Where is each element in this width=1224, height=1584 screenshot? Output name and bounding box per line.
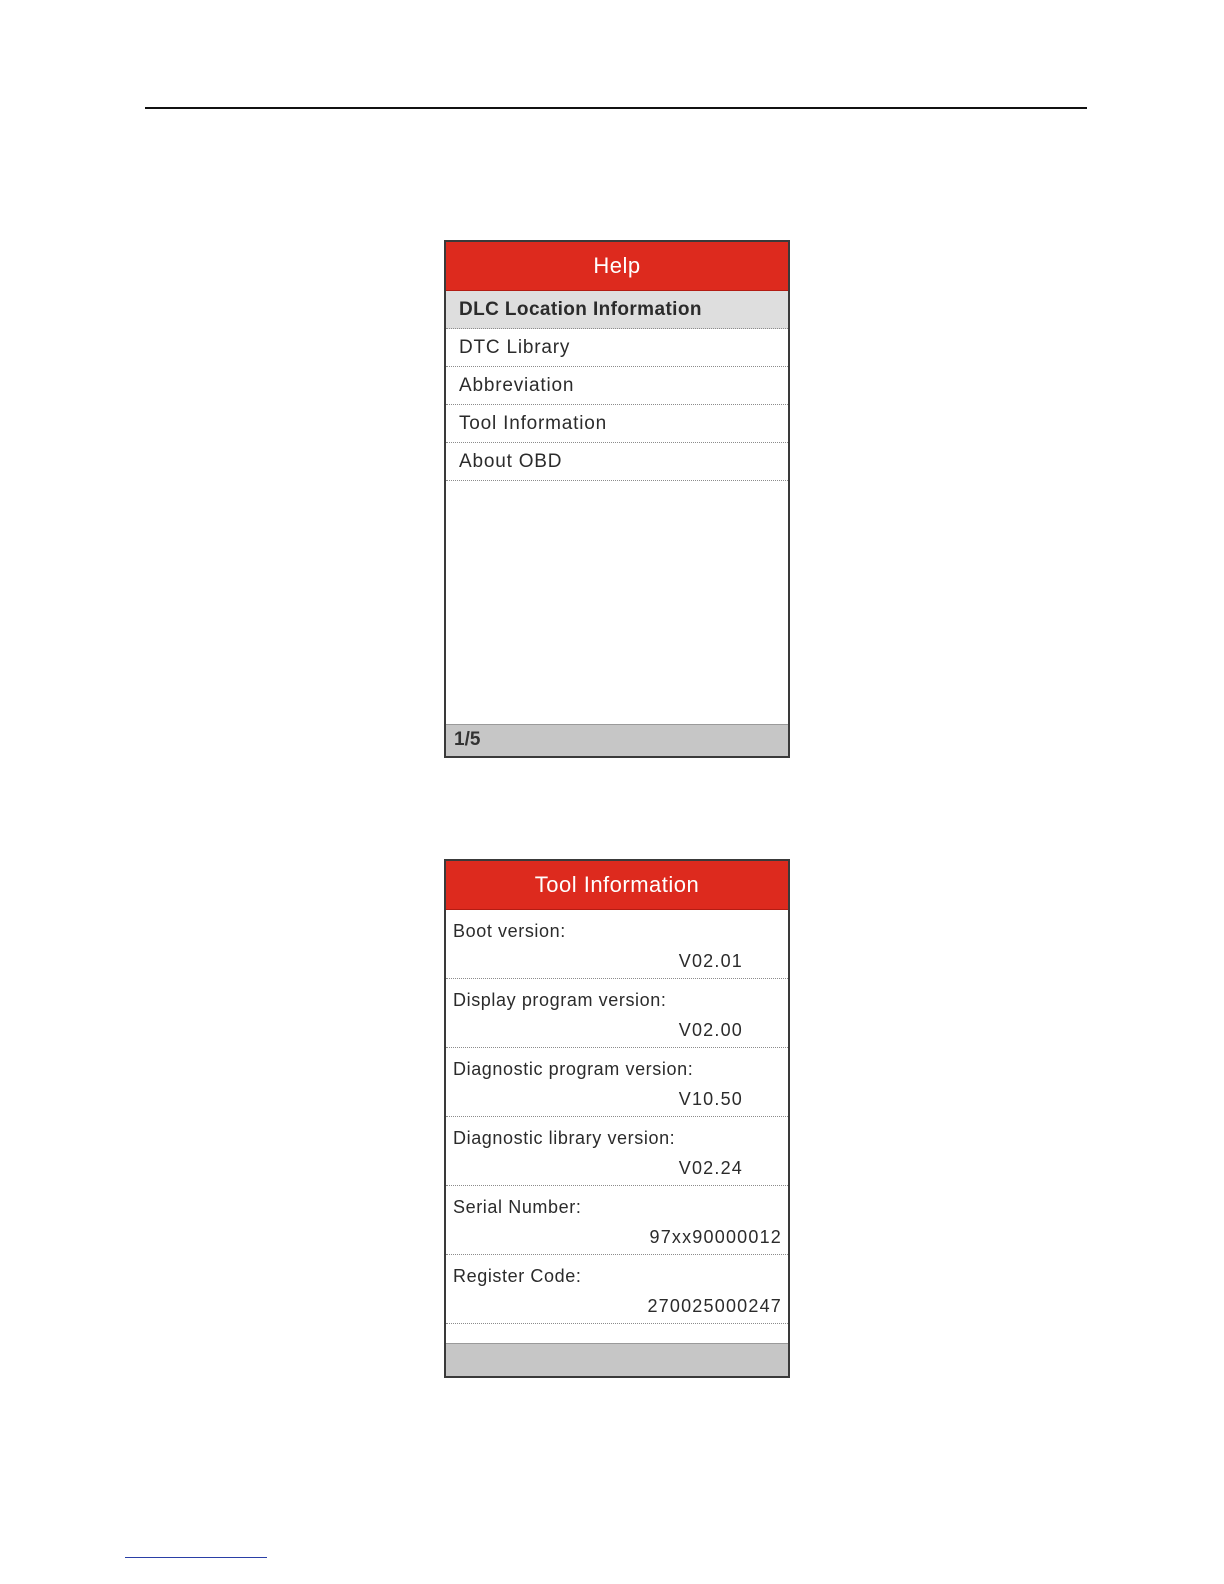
help-menu	[446, 291, 788, 481]
tool-information-status-bar	[446, 1343, 788, 1376]
info-label: Boot version:	[453, 921, 566, 941]
menu-item-dlc-location[interactable]: DLC Location Information	[446, 291, 788, 329]
menu-item-dtc-library[interactable]: DTC Library	[446, 329, 788, 367]
info-label: Serial Number:	[453, 1197, 582, 1217]
help-status-bar	[446, 724, 788, 756]
info-label: Diagnostic library version:	[453, 1128, 676, 1148]
menu-item-tool-information[interactable]: Tool Information	[446, 405, 788, 443]
menu-item-about-obd[interactable]: About OBD	[446, 443, 788, 481]
page-footer-link-rule	[125, 1557, 267, 1558]
info-value: V02.24	[678, 1158, 743, 1178]
help-screen	[444, 240, 790, 758]
info-row-display-program-version	[446, 979, 788, 1048]
info-label: Register Code:	[453, 1266, 582, 1286]
tool-information-list	[446, 910, 788, 1324]
page-header-rule	[145, 107, 1087, 109]
info-value: V02.01	[678, 951, 743, 971]
info-label: Display program version:	[453, 990, 667, 1010]
info-value: 97xx90000012	[649, 1227, 782, 1247]
info-label: Diagnostic program version:	[453, 1059, 694, 1079]
info-row-serial-number	[446, 1186, 788, 1255]
help-title: Help	[446, 242, 788, 291]
page-indicator: 1/5	[454, 729, 481, 750]
tool-information-screen	[444, 859, 790, 1378]
info-row-boot-version	[446, 910, 788, 979]
info-value: 270025000247	[647, 1296, 782, 1316]
info-row-diagnostic-library-version	[446, 1117, 788, 1186]
info-row-diagnostic-program-version	[446, 1048, 788, 1117]
info-value: V10.50	[678, 1089, 743, 1109]
tool-information-title: Tool Information	[446, 861, 788, 910]
info-value: V02.00	[678, 1020, 743, 1040]
info-row-register-code	[446, 1255, 788, 1324]
menu-item-abbreviation[interactable]: Abbreviation	[446, 367, 788, 405]
